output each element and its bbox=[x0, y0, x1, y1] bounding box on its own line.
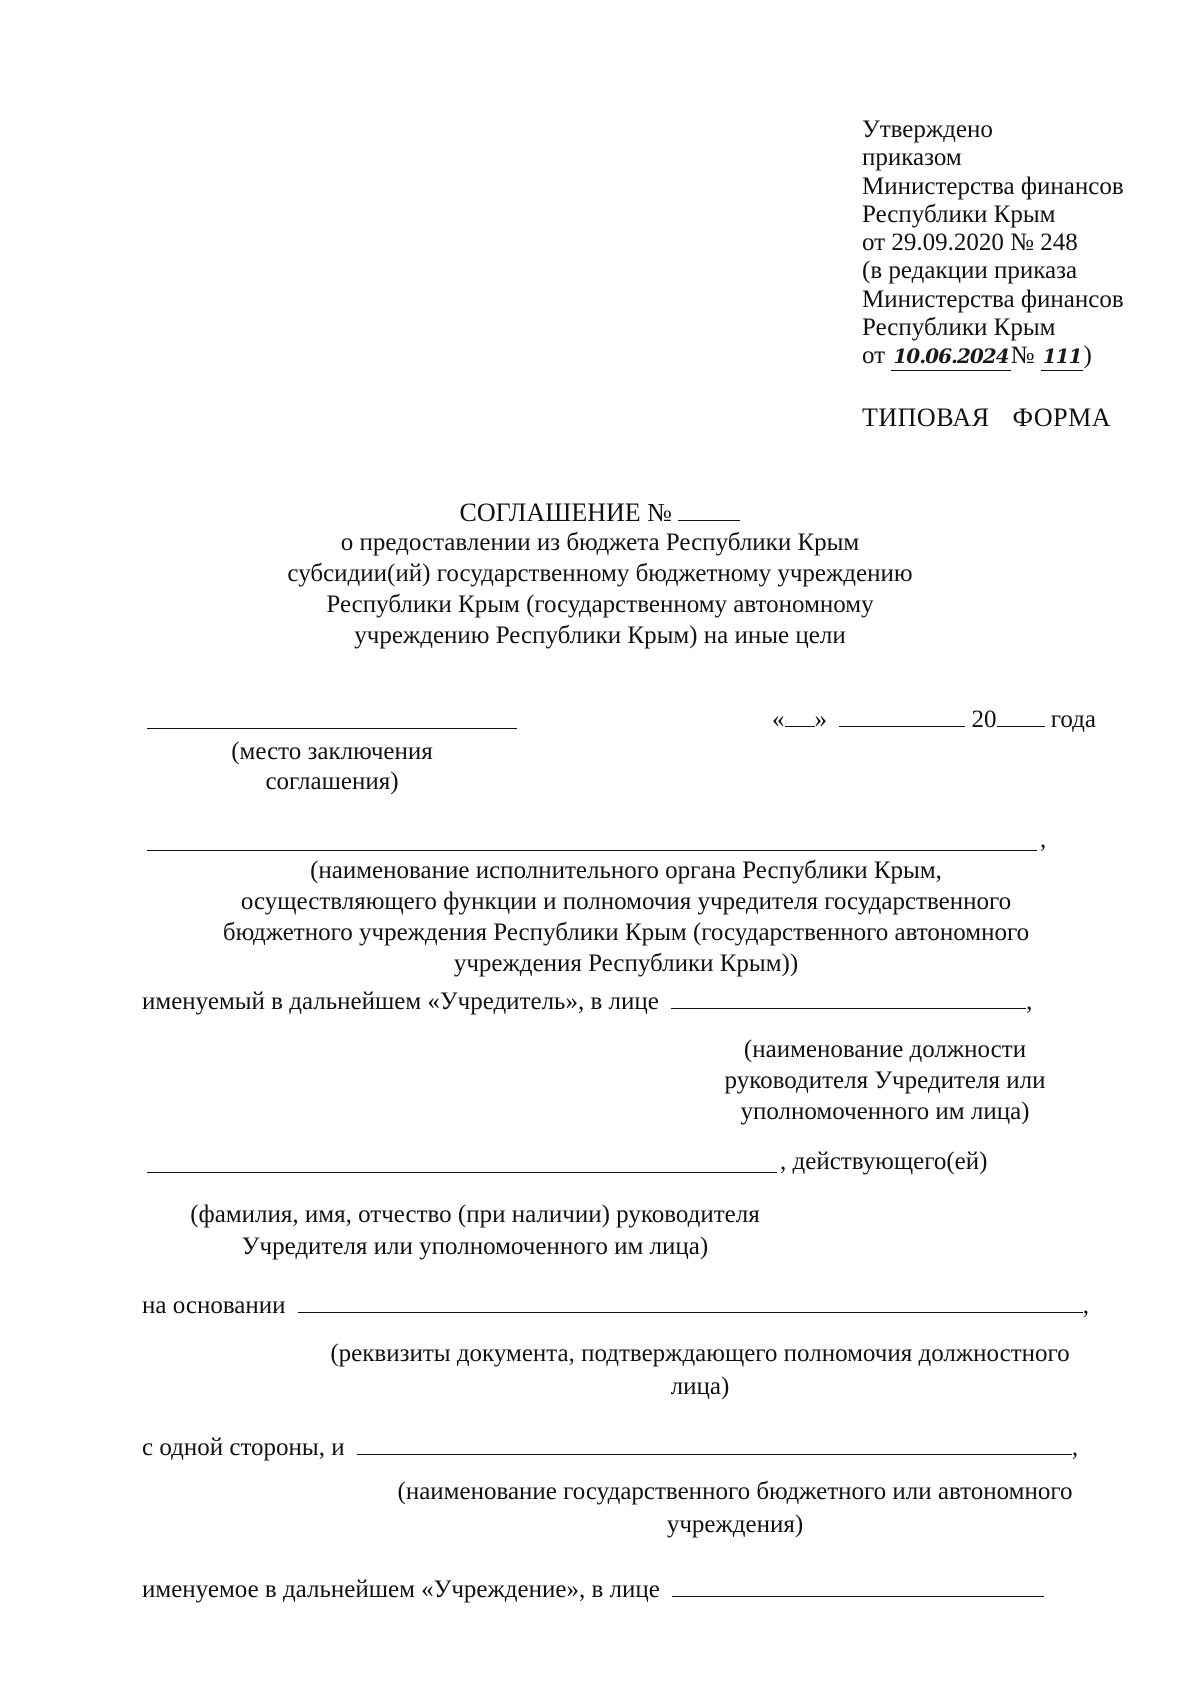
year-suffix: года bbox=[1050, 706, 1096, 733]
comma: , bbox=[1071, 1434, 1079, 1461]
approval-line: Республики Крым bbox=[862, 200, 1056, 228]
caption-line: (наименование должности bbox=[743, 1036, 1027, 1063]
one-side-row bbox=[142, 1432, 1078, 1462]
caption-line: Учредителя или уполномоченного им лица) bbox=[241, 1233, 709, 1260]
caption-line: осуществляющего функции и полномочия учредителя государственного bbox=[240, 888, 1012, 915]
approval-from: от bbox=[862, 342, 886, 370]
founder-representative-blank[interactable] bbox=[671, 986, 1026, 1009]
approval-line: Республики Крым bbox=[862, 314, 1056, 342]
title-line: о предоставлении из бюджета Республики Крым bbox=[340, 529, 860, 556]
handwritten-number: 111 bbox=[1041, 342, 1084, 371]
caption-line: (наименование исполнительного органа Республики Крым, bbox=[310, 857, 942, 884]
approval-line: приказом bbox=[862, 144, 962, 172]
comma: , bbox=[1040, 826, 1047, 853]
agreement-heading bbox=[200, 498, 1000, 529]
caption-line: руководителя Учредителя или bbox=[724, 1067, 1046, 1094]
close-paren: ) bbox=[1083, 342, 1092, 370]
place-caption bbox=[147, 738, 517, 796]
title-line: учреждению Республики Крым) на иные цели bbox=[354, 622, 846, 649]
caption-line: учреждения Республики Крым)) bbox=[453, 950, 799, 977]
caption-line: уполномоченного им лица) bbox=[740, 1098, 1030, 1125]
approval-line: (в редакции приказа bbox=[862, 257, 1078, 285]
agreement-heading-text: СОГЛАШЕНИЕ № bbox=[459, 498, 672, 527]
caption-line: бюджетного учреждения Республики Крым (государственного автономного bbox=[222, 919, 1030, 946]
basis-text: на основании bbox=[142, 1292, 286, 1319]
year-blank[interactable] bbox=[997, 704, 1045, 727]
acting-text: , действующего(ей) bbox=[780, 1148, 988, 1175]
position-caption bbox=[690, 1036, 1080, 1126]
fio-caption bbox=[150, 1201, 800, 1261]
approval-line: от 29.09.2020 № 248 bbox=[862, 229, 1078, 257]
approval-amendment-line bbox=[862, 342, 1124, 370]
institution-row bbox=[142, 1574, 1044, 1604]
approval-line: Утверждено bbox=[862, 116, 993, 143]
authority-caption bbox=[147, 857, 1105, 978]
institution-blank[interactable] bbox=[357, 1432, 1072, 1455]
place-blank[interactable] bbox=[147, 728, 517, 729]
caption-line: (фамилия, имя, отчество (при наличии) руководителя bbox=[190, 1201, 760, 1228]
institution-caption bbox=[340, 1478, 1130, 1539]
caption-line: (наименование государственного бюджетного или автономного bbox=[397, 1478, 1073, 1505]
caption-line: (реквизиты документа, подтверждающего полномочия должностного bbox=[330, 1340, 1070, 1367]
caption-line: (место заключения bbox=[231, 738, 433, 765]
handwritten-date: 10.06.2024 bbox=[891, 342, 1010, 371]
approval-block bbox=[862, 116, 1124, 371]
founder-row bbox=[142, 986, 1032, 1016]
form-type-label: ТИПОВАЯ ФОРМА bbox=[862, 403, 1112, 432]
authority-blank[interactable] bbox=[147, 850, 1037, 851]
comma: , bbox=[1082, 1292, 1090, 1319]
founder-named-text: именуемый в дальнейшем «Учредитель», в лице bbox=[142, 988, 659, 1015]
basis-blank[interactable] bbox=[298, 1290, 1083, 1313]
year-prefix: 20 bbox=[971, 706, 997, 733]
basis-row bbox=[142, 1290, 1089, 1320]
one-side-text: с одной стороны, и bbox=[142, 1434, 345, 1461]
title-line: субсидии(ий) государственному бюджетному учреждению bbox=[287, 560, 913, 587]
institution-representative-blank[interactable] bbox=[672, 1574, 1044, 1597]
approval-line: Министерства финансов bbox=[862, 172, 1124, 200]
comma: , bbox=[1026, 988, 1033, 1015]
month-blank[interactable] bbox=[839, 704, 965, 727]
document-caption bbox=[270, 1340, 1130, 1401]
day-blank[interactable] bbox=[785, 704, 815, 727]
fio-blank[interactable] bbox=[147, 1172, 777, 1173]
caption-line: учреждения) bbox=[666, 1511, 804, 1538]
title-line: Республики Крым (государственному автономному bbox=[326, 591, 874, 618]
quote-open: « bbox=[772, 706, 785, 733]
agreement-title bbox=[200, 498, 1000, 653]
number-sign: № bbox=[1010, 342, 1035, 370]
date-row bbox=[772, 704, 1096, 734]
caption-line: соглашения) bbox=[265, 768, 399, 795]
institution-named-text: именуемое в дальнейшем «Учреждение», в лице bbox=[142, 1576, 660, 1603]
approval-line: Министерства финансов bbox=[862, 285, 1124, 313]
caption-line: лица) bbox=[670, 1373, 730, 1400]
agreement-number-blank[interactable] bbox=[678, 498, 740, 521]
quote-close: » bbox=[814, 706, 827, 733]
